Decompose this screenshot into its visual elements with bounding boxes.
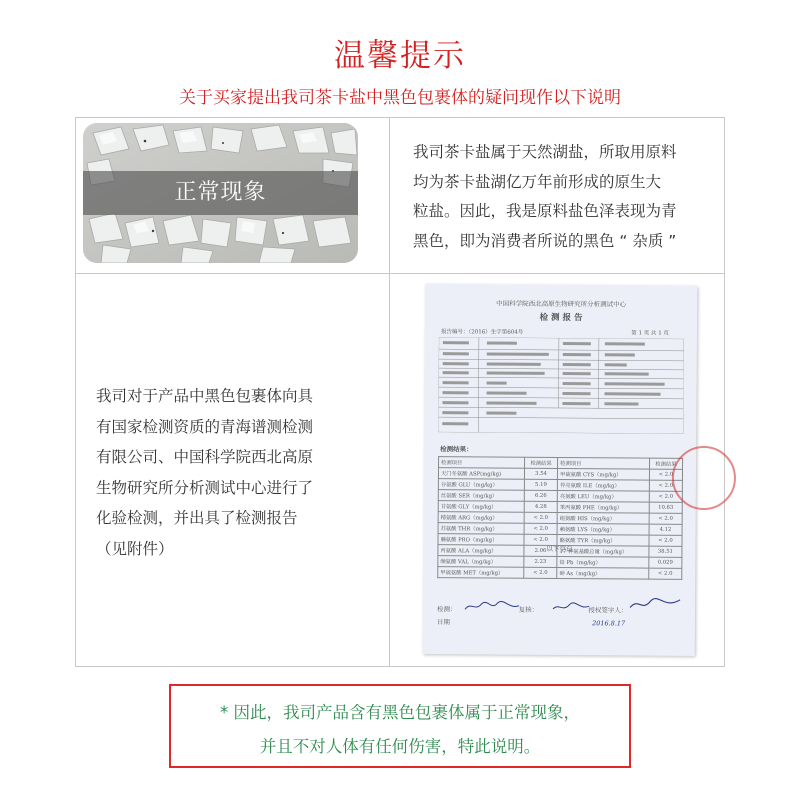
inspection-line: （见附件） (96, 539, 174, 558)
signature-label-review: 复核： (518, 605, 539, 614)
explanation-line: 均为茶卡盐湖亿万年前形成的原生大 (413, 172, 662, 191)
notice-line: 并且不对人体有任何伤害，特此说明。 (259, 737, 541, 756)
handwritten-signature (463, 599, 523, 613)
photo-label: 正常现象 (83, 171, 358, 215)
signed-date: 2016.8.17 (592, 619, 626, 628)
table-cell: < 2.0 (649, 469, 682, 480)
table-cell: 脯氨酸 PRO（mg/kg） (438, 534, 524, 546)
table-cell: 组氨酸 HIS（mg/kg） (557, 512, 649, 524)
table-cell: 谷氨酸 GLU（mg/kg） (438, 479, 524, 491)
handwritten-signature (551, 600, 591, 614)
table-cell: 天门冬氨酸 ASP(mg/kg) (438, 468, 524, 480)
table-cell: 砷 As（mg/kg） (557, 567, 649, 579)
table-cell: 异亮氨酸 ILE（mg/kg） (557, 479, 649, 491)
info-grid (75, 117, 725, 667)
report-end-mark: 以下空白 (546, 544, 573, 554)
handwritten-signature (628, 595, 683, 613)
notice-line: * 因此，我司产品含有黑色包裹体属于正常现象， (220, 703, 580, 722)
table-cell: 缬氨酸 VAL（mg/kg） (438, 556, 524, 568)
table-cell: 10.83 (649, 502, 682, 513)
explanation-text (413, 138, 718, 256)
table-cell: < 2.0 (649, 491, 682, 502)
table-cell: 赖氨酸 LYS（mg/kg） (557, 523, 649, 535)
table-cell: 苏氨酸 THR（mg/kg） (438, 523, 524, 535)
grid-divider-vertical (389, 118, 390, 666)
report-number: 报告编号：（2016）生字第604号 (440, 329, 524, 336)
signature-label-approve: 授权签字人： (588, 606, 628, 615)
table-cell: < 2.0 (524, 512, 557, 523)
inspection-line: 生物研究所分析测试中心进行了 (96, 478, 314, 497)
report-date-line (437, 617, 625, 627)
table-header-cell: 检测项目 (558, 457, 650, 469)
table-cell: 甲硫氨酸 MET（mg/kg） (438, 567, 524, 579)
table-header-cell: 检测结果 (649, 458, 682, 469)
table-header-cell: 检测项目 (439, 457, 525, 469)
table-cell: 丙氨酸 ALA（mg/kg） (438, 545, 524, 557)
table-cell: 5.19 (524, 479, 557, 490)
table-cell: 6.26 (524, 490, 557, 501)
explanation-line: 我司茶卡盐属于天然湖盐，所取用原料 (413, 143, 677, 161)
report-organization: 中国科学院西北高原生物研究所分析测试中心 (496, 299, 627, 309)
table-cell: < 2.0 (649, 568, 682, 579)
table-cell: 丝氨酸 SER（mg/kg） (438, 490, 524, 502)
table-header-cell: 检测结果 (525, 457, 558, 468)
table-cell: 2.23 (524, 556, 557, 567)
table-cell: 酪氨酸 TYR（mg/kg） (557, 534, 649, 546)
signature-label-inspect: 检测： (436, 605, 457, 614)
table-cell: 精氨酸 ARG（mg/kg） (438, 512, 524, 524)
table-cell: 甲硫氨酸 CYS（mg/kg） (558, 468, 650, 480)
date-label: 日期 (436, 618, 450, 627)
inspection-line: 我司对于产品中黑色包裹体向具 (96, 387, 314, 405)
report-title: 检 测 报 告 (539, 312, 583, 324)
table-cell: 4.28 (524, 501, 557, 512)
table-cell: < 2.0 (649, 535, 682, 546)
page-title: 温馨提示 (334, 38, 466, 74)
table-cell: 38.51 (649, 546, 682, 557)
table-cell: 铅 Pb（mg/kg） (557, 556, 649, 568)
table-cell: 0.029 (649, 557, 682, 568)
table-cell: < 2.0 (649, 480, 682, 491)
test-report-document (423, 284, 698, 656)
report-results-label: 检测结果： (440, 445, 473, 454)
conclusion-notice-box (169, 684, 631, 768)
table-cell: 甘氨酸 GLY（mg/kg） (438, 501, 524, 513)
report-sample-info-table (438, 337, 684, 434)
salt-crystal-photo (83, 123, 358, 263)
report-results-table (437, 456, 683, 580)
table-cell: 苯丙氨酸 PHE（mg/kg） (557, 501, 649, 513)
table-cell: 亮氨酸 LEU（mg/kg） (557, 490, 649, 502)
table-cell: 2.06 (524, 545, 557, 556)
inspection-line: 有国家检测资质的青海谱测检测 (96, 417, 314, 436)
table-cell: < 2.0 (524, 534, 557, 545)
table-cell: 4.12 (649, 524, 682, 535)
table-cell: 3.54 (524, 468, 557, 479)
page-subtitle: 关于买家提出我司茶卡盐中黑色包裹体的疑问现作以下说明 (179, 88, 621, 108)
inspection-line: 有限公司、中国科学院西北高原 (96, 448, 314, 466)
explanation-line: 粒盐。因此，我是原料盐色泽表现为青 (413, 202, 677, 220)
explanation-line: 黑色，即为消费者所说的黑色 “ 杂质 ” (413, 231, 677, 250)
table-cell: < 2.0 (524, 567, 557, 578)
report-page: 第 1 页 共 1 页 (631, 330, 669, 337)
table-cell: < 2.0 (524, 523, 557, 534)
grid-divider-horizontal (76, 273, 724, 274)
table-cell: < 2.0 (649, 513, 682, 524)
inspection-text (96, 381, 376, 564)
table-cell: 17 种氨基酸总量（mg/kg） (557, 545, 649, 557)
official-seal-stamp (672, 446, 736, 510)
table-row (438, 567, 682, 580)
inspection-line: 化验检测，并出具了检测报告 (96, 509, 298, 527)
